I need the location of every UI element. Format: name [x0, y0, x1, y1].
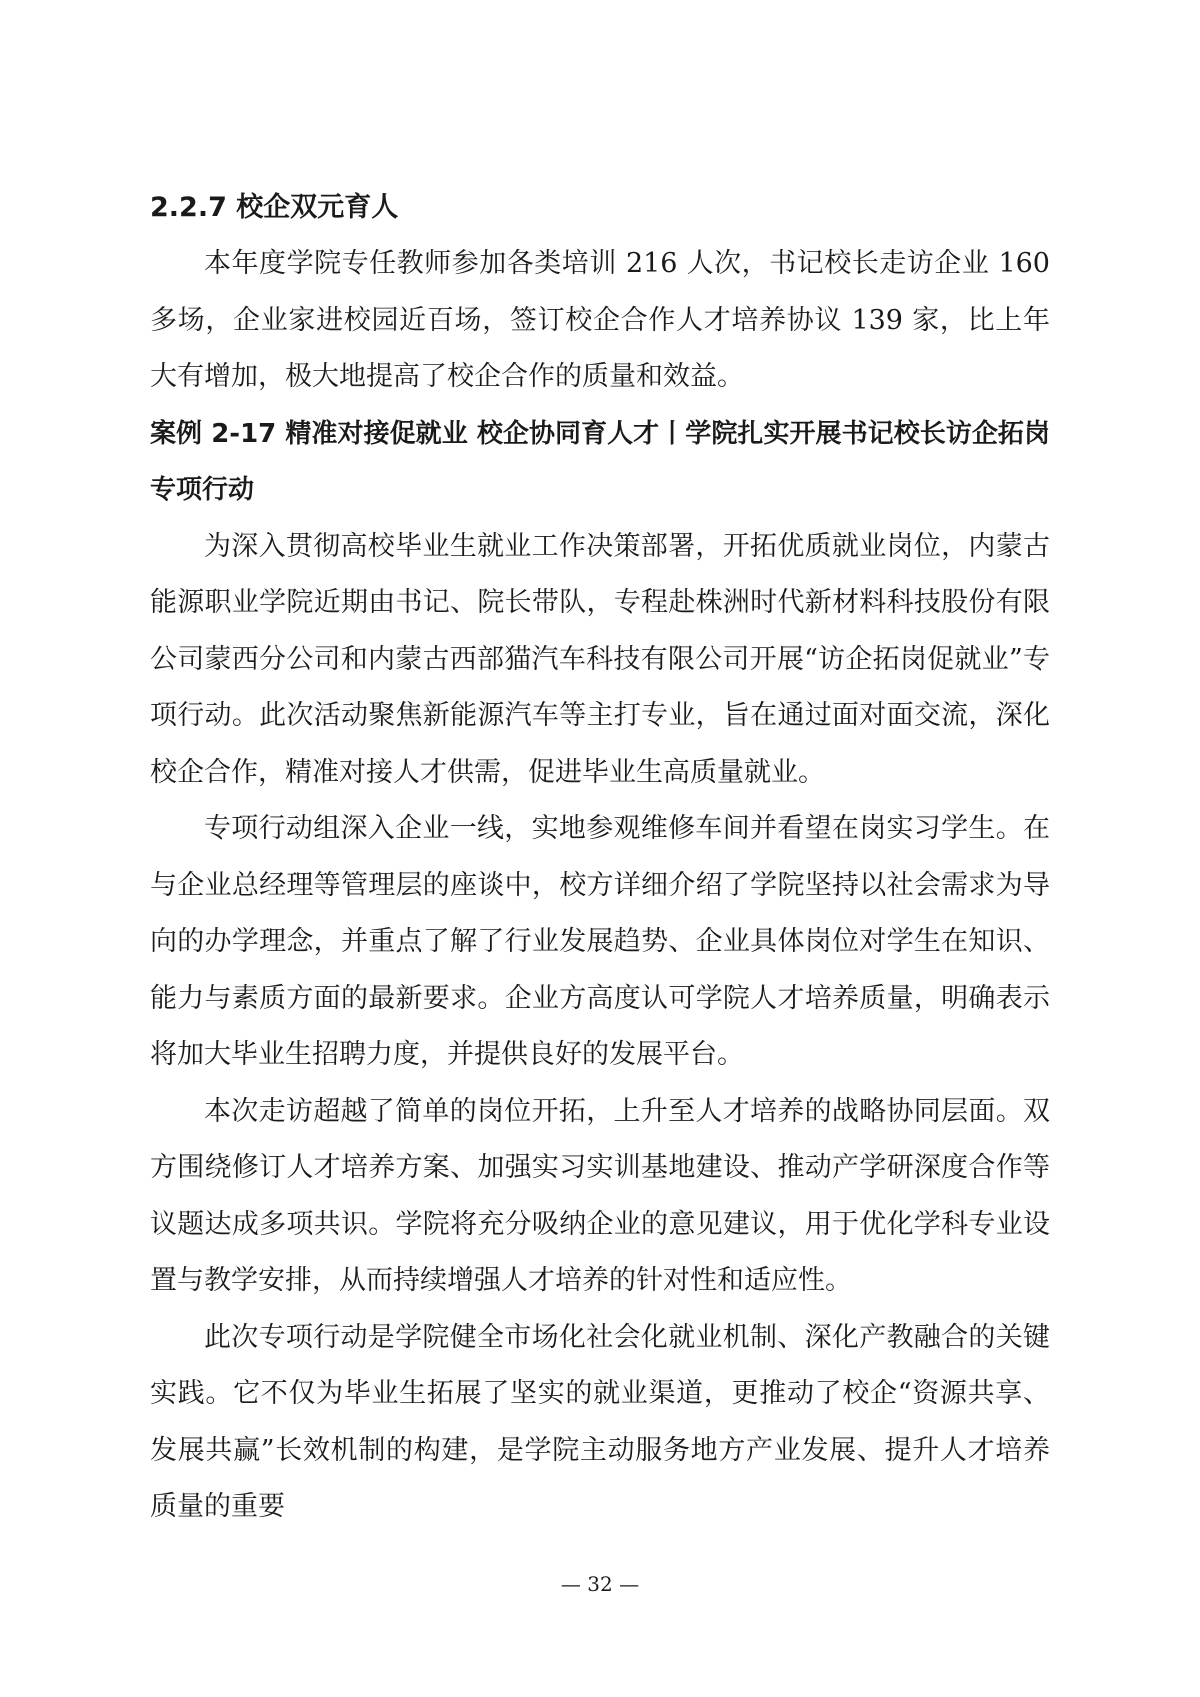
case-paragraph-2: 专项行动组深入企业一线，实地参观维修车间并看望在岗实习学生。在与企业总经理等管理层的座谈中，校方详细介绍了学院坚持以社会需求为导向的办学理念，并重点了解了行业发展趋势、企业具体岗位对学生在知识、能力与素质方面的最新要求。企业方高度认可学院人才培养质量，明确表示将加大毕业生招聘力度，并提供良好的发展平台。: [150, 813, 1050, 1070]
case-paragraph-1: 为深入贯彻高校毕业生就业工作决策部署，开拓优质就业岗位，内蒙古能源职业学院近期由书记、院长带队，专程赴株洲时代新材料科技股份有限公司蒙西分公司和内蒙古西部猫汽车科技有限公司开展“访企拓岗促就业”专项行动。此次活动聚焦新能源汽车等主打专业，旨在通过面对面交流，深化校企合作，精准对接人才供需，促进毕业生高质量就业。: [150, 530, 1050, 788]
page-content: [150, 180, 1050, 1536]
case-paragraph-4: 此次专项行动是学院健全市场化社会化就业机制、深化产教融合的关键实践。它不仅为毕业生拓展了坚实的就业渠道，更推动了校企“资源共享、发展共赢”长效机制的构建，是学院主动服务地方产业发展、提升人才培养质量的重要: [150, 1321, 1050, 1522]
section-paragraph: 本年度学院专任教师参加各类培训 216 人次，书记校长走访企业 160 多场，企业家进校园近百场，签订校企合作人才培养协议 139 家，比上年大有增加，极大地提高了校企合作的质量和效益。: [150, 248, 1050, 392]
case-paragraph-3: 本次走访超越了简单的岗位开拓，上升至人才培养的战略协同层面。双方围绕修订人才培养方案、加强实习实训基地建设、推动产学研深度合作等议题达成多项共识。学院将充分吸纳企业的意见建议，用于优化学科专业设置与教学安排，从而持续增强人才培养的针对性和适应性。: [150, 1095, 1050, 1296]
case-title: 案例 2-17 精准对接促就业 校企协同育人才丨学院扎实开展书记校长访企拓岗专项行动: [150, 418, 1050, 505]
page-number: — 32 —: [560, 1572, 640, 1596]
section-heading: 2.2.7 校企双元育人: [150, 192, 399, 223]
